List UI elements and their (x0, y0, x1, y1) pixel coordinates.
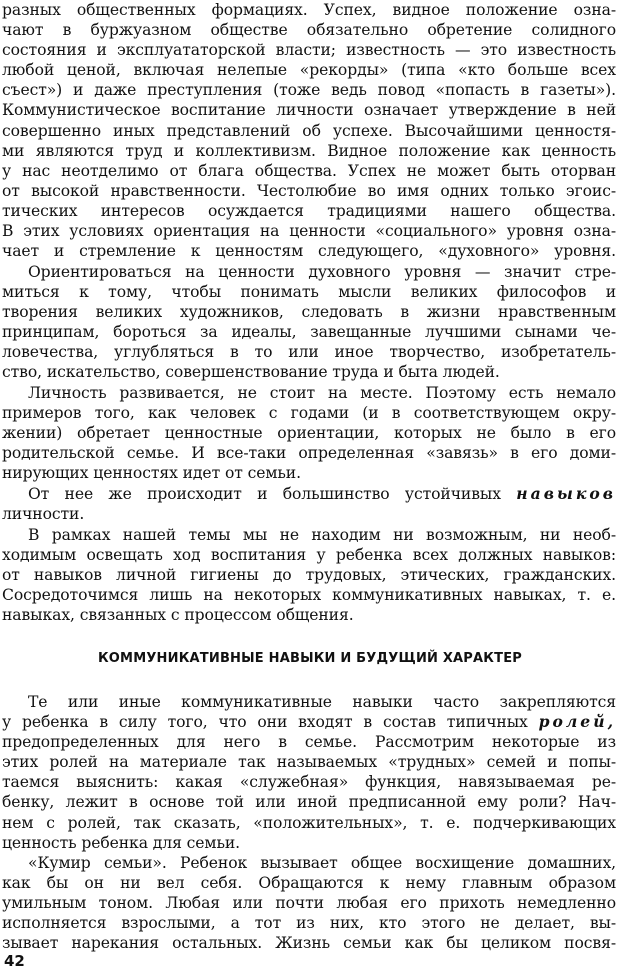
text-line: чают в буржуазном обществе обязательно обретение солидного (2, 21, 616, 40)
text-line: В этих условиях ориентация на ценности «социального» уровня озна- (2, 222, 616, 241)
text-line: разных общественных формациях. Успех, видное положение озна- (2, 1, 616, 19)
text-line: личности. (2, 505, 85, 524)
text-line: съест») и даже преступления (тоже ведь повод «попасть в газеты»). (2, 81, 616, 100)
text-fragment: у ребенка в силу того, что они входят в состав типичных (2, 713, 528, 732)
text-line: Ориентироваться на ценности духовного уровня — значит стре- (28, 263, 616, 281)
text-line: любой ценой, включая нелепые «рекорды» (типа «кто больше всех (2, 61, 616, 80)
text-line: исполняется взрослыми, а тот из них, кто этого не делает, вы- (2, 914, 616, 933)
text-line: навыках, связанных с процессом общения. (2, 606, 354, 625)
text-line: принципам, бороться за идеалы, завещанные лучшими сынами че- (2, 323, 616, 342)
text-line: В рамках нашей темы мы не находим ни возможным, ни необ- (28, 526, 616, 544)
paragraph-personality-development (2, 383, 616, 483)
paragraph-skills (2, 484, 616, 524)
text-line (2, 712, 616, 732)
text-line: примеров того, как человек с годами (и в соответствующем окру- (2, 404, 616, 423)
text-line: от навыков личной гигиены до трудовых, этических, гражданских. (2, 566, 616, 585)
text-line: миться к тому, чтобы понимать мысли великих философов и (2, 283, 616, 302)
paragraph-spiritual-values (2, 262, 616, 383)
text-line: предопределенных для него в семье. Рассмотрим некоторые из (2, 733, 616, 752)
text-line: бенку, лежит в основе той или иной предписанной ему роли? Нач- (2, 793, 616, 812)
text-line: у нас неотделимо от блага общества. Успех не может быть оторван (2, 161, 616, 180)
text-line: Те или иные коммуникативные навыки часто закрепляются (28, 693, 616, 711)
text-line: как бы он ни вел себя. Обращаются к нему главным образом (2, 874, 616, 893)
section-heading: КОММУНИКАТИВНЫЕ НАВЫКИ И БУДУЩИЙ ХАРАКТЕР (97, 651, 523, 666)
page-number: 42 (4, 952, 25, 970)
text-line: ми являются труд и коллективизм. Видное положение как ценность (2, 141, 616, 160)
text-line: ловечества, углубляться в то или иное творчество, изобретатель- (2, 343, 616, 362)
text-line: нем с ролей, так сказать, «положительных», т. е. подчеркивающих (2, 813, 616, 832)
text-line: ценность ребенка для семьи. (2, 833, 240, 852)
paragraph-values-success (2, 0, 616, 261)
text-line: состояния и эксплуататорской власти; известность — это известность (2, 41, 616, 60)
text-line: творения великих художников, следовать в жизни нравственным (2, 303, 616, 322)
text-line: родительской семье. И все-таки определенная «завязь» в его доми- (2, 444, 616, 463)
emphasized-word: ролей, (538, 712, 616, 732)
text-line: жении) обретает ценностные ориентации, которых не было в его (2, 424, 616, 443)
text-line: ходимым освещать ход воспитания у ребенка всех должных навыков: (2, 546, 616, 565)
text-line: умильным тоном. Любая или почти любая его прихоть немедленно (2, 894, 616, 913)
text-line: ство, искательство, совершенствование труда и быта людей. (2, 363, 500, 382)
paragraph-topic-scope (2, 525, 616, 625)
text-line (2, 484, 616, 504)
text-line: тических интересов осуждается традициями нашего общества. (2, 201, 616, 220)
paragraph-family-idol (2, 853, 616, 953)
text-line: этих ролей на материале так называемых «трудных» семей и попы- (2, 753, 616, 772)
text-line: чает и стремление к ценностям следующего, «духовного» уровня. (2, 242, 616, 261)
text-line: нирующих ценностях идет от семьи. (2, 464, 301, 483)
text-line: совершенно иных представлений об успехе. Высочайшими ценностя- (2, 121, 616, 140)
paragraph-roles-intro (2, 692, 616, 853)
text-line: зывает нарекания остальных. Жизнь семьи как бы целиком посвя- (2, 934, 616, 953)
emphasized-word: навыков (516, 484, 616, 503)
text-line: от высокой нравственности. Честолюбие во имя одних только эгоис- (2, 181, 616, 200)
text-line: Личность развивается, не стоит на месте. Поэтому есть немало (28, 384, 616, 402)
text-line: Коммунистическое воспитание личности означает утверждение в ней (2, 101, 616, 120)
text-line: таемся выяснить: какая «служебная» функция, навязываемая ре- (2, 773, 616, 792)
text-line: «Кумир семьи». Ребенок вызывает общее восхищение домашних, (28, 854, 616, 872)
text-line: Сосредоточимся лишь на некоторых коммуникативных навыках, т. е. (2, 586, 616, 605)
text-fragment: От нее же происходит и большинство устойчивых (28, 485, 501, 503)
